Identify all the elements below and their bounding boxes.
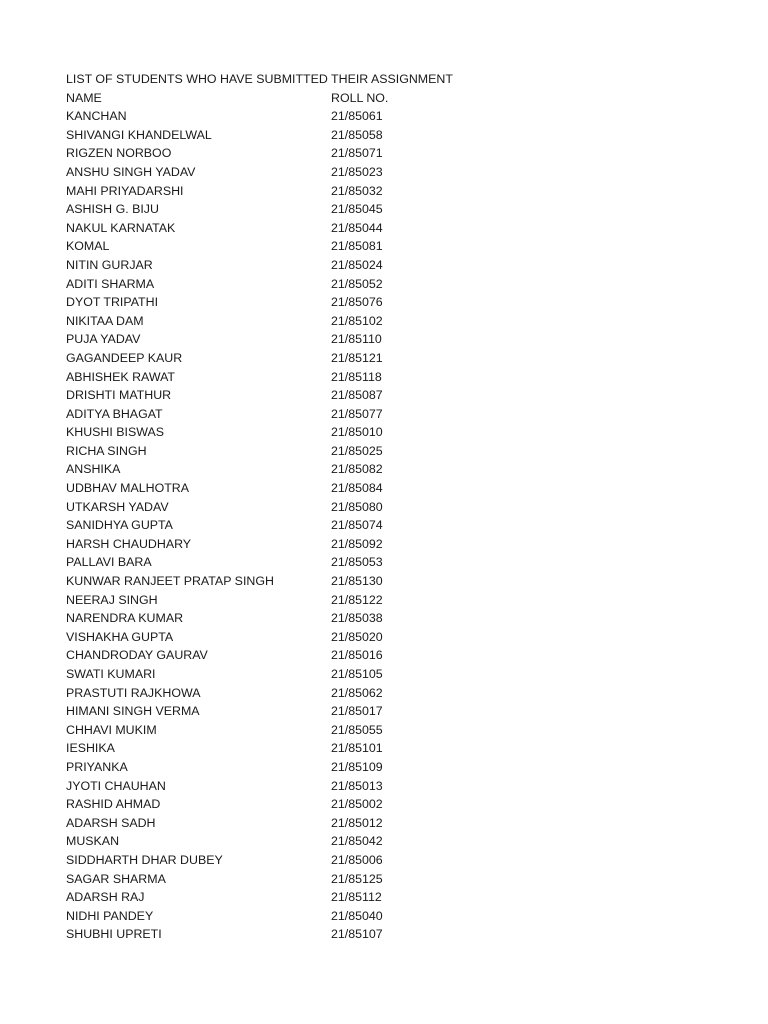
student-roll-number: 21/85109 (331, 759, 383, 774)
student-row (66, 237, 706, 256)
student-row (66, 851, 706, 870)
student-roll-number: 21/85052 (331, 276, 383, 291)
student-name: PALLAVI BARA (66, 555, 152, 570)
student-name: NITIN GURJAR (66, 257, 153, 272)
student-name: RIGZEN NORBOO (66, 146, 172, 161)
student-row (66, 405, 706, 424)
student-name: NAKUL KARNATAK (66, 220, 176, 235)
student-row (66, 460, 706, 479)
student-name: ADARSH SADH (66, 815, 156, 830)
student-row (66, 591, 706, 610)
student-roll-number: 21/85016 (331, 648, 383, 663)
student-name: ADITI SHARMA (66, 276, 155, 291)
document-title-row (66, 70, 706, 89)
student-row (66, 219, 706, 238)
student-name: PUJA YADAV (66, 332, 141, 347)
student-name: SWATI KUMARI (66, 667, 156, 681)
student-name: KHUSHI BISWAS (66, 425, 164, 440)
student-name: UDBHAV MALHOTRA (66, 481, 190, 496)
student-roll-number: 21/85062 (331, 685, 383, 700)
student-name: NIDHI PANDEY (66, 908, 154, 923)
student-row (66, 684, 706, 703)
student-name: UTKARSH YADAV (66, 499, 169, 514)
name-column-header: NAME (66, 90, 102, 105)
student-row (66, 368, 706, 387)
student-row (66, 572, 706, 591)
student-name: DYOT TRIPATHI (66, 295, 159, 310)
student-name: KANCHAN (66, 109, 127, 124)
student-row (66, 442, 706, 461)
student-row (66, 126, 706, 145)
student-roll-number: 21/85107 (331, 927, 383, 942)
student-name: NARENDRA KUMAR (66, 611, 184, 626)
student-roll-number: 21/85074 (331, 518, 383, 533)
student-roll-number: 21/85040 (331, 908, 383, 923)
student-roll-number: 21/85112 (331, 890, 382, 905)
student-roll-number: 21/85081 (331, 239, 383, 254)
student-row (66, 646, 706, 665)
student-name: MUSKAN (66, 834, 120, 849)
student-roll-number: 21/85055 (331, 722, 383, 737)
student-name: VISHAKHA GUPTA (66, 629, 174, 644)
student-name: IESHIKA (66, 741, 115, 756)
student-name: NEERAJ SINGH (66, 592, 158, 607)
student-roll-number: 21/85087 (331, 388, 383, 403)
student-roll-number: 21/85121 (331, 350, 383, 365)
student-name: DRISHTI MATHUR (66, 388, 172, 403)
student-name: NIKITAA DAM (66, 313, 144, 328)
student-roll-number: 21/85061 (331, 109, 383, 124)
student-roll-number: 21/85032 (331, 183, 383, 198)
student-roll-number: 21/85122 (331, 592, 383, 607)
student-row (66, 814, 706, 833)
student-name: CHANDRODAY GAURAV (66, 648, 208, 663)
student-roll-number: 21/85125 (331, 871, 383, 886)
student-row (66, 163, 706, 182)
student-row (66, 498, 706, 517)
student-rows (66, 107, 706, 944)
student-roll-number: 21/85012 (331, 815, 383, 830)
student-roll-number: 21/85020 (331, 629, 383, 644)
student-roll-number: 21/85102 (331, 313, 383, 328)
student-row (66, 609, 706, 628)
student-roll-number: 21/85023 (331, 164, 383, 179)
student-row (66, 535, 706, 554)
header-row (66, 89, 706, 108)
student-row (66, 758, 706, 777)
student-name: KUNWAR RANJEET PRATAP SINGH (66, 574, 274, 589)
student-list-document (66, 70, 706, 944)
student-row (66, 832, 706, 851)
student-roll-number: 21/85077 (331, 406, 383, 421)
student-row (66, 200, 706, 219)
student-roll-number: 21/85058 (331, 127, 383, 142)
student-roll-number: 21/85080 (331, 499, 383, 514)
student-name: MAHI PRIYADARSHI (66, 183, 184, 198)
student-row (66, 516, 706, 535)
student-roll-number: 21/85042 (331, 834, 383, 849)
student-roll-number: 21/85105 (331, 667, 383, 681)
student-row (66, 925, 706, 944)
student-row (66, 312, 706, 331)
student-row (66, 553, 706, 572)
document-title: LIST OF STUDENTS WHO HAVE SUBMITTED THEIR ASSIGNMENT (66, 72, 453, 86)
student-row (66, 665, 706, 684)
student-row (66, 479, 706, 498)
student-name: HARSH CHAUDHARY (66, 536, 192, 551)
student-name: ABHISHEK RAWAT (66, 369, 176, 384)
student-name: RASHID AHMAD (66, 797, 161, 812)
student-roll-number: 21/85010 (331, 425, 383, 440)
student-roll-number: 21/85044 (331, 220, 383, 235)
student-row (66, 144, 706, 163)
student-name: ASHISH G. BIJU (66, 202, 159, 217)
student-roll-number: 21/85130 (331, 574, 383, 589)
student-name: ANSHIKA (66, 462, 121, 477)
student-roll-number: 21/85038 (331, 611, 383, 626)
student-name: PRASTUTI RAJKHOWA (66, 685, 201, 700)
student-row (66, 888, 706, 907)
student-row (66, 107, 706, 126)
student-row (66, 628, 706, 647)
student-row (66, 907, 706, 926)
student-name: PRIYANKA (66, 759, 128, 774)
student-row (66, 702, 706, 721)
student-name: ANSHU SINGH YADAV (66, 164, 196, 179)
student-name: ADARSH RAJ (66, 890, 145, 905)
student-roll-number: 21/85002 (331, 797, 383, 812)
student-row (66, 870, 706, 889)
student-name: CHHAVI MUKIM (66, 722, 157, 737)
student-row (66, 386, 706, 405)
student-name: SHIVANGI KHANDELWAL (66, 127, 212, 142)
student-roll-number: 21/85082 (331, 462, 383, 477)
student-row (66, 349, 706, 368)
student-roll-number: 21/85092 (331, 536, 383, 551)
student-roll-number: 21/85118 (331, 369, 382, 384)
student-name: RICHA SINGH (66, 443, 147, 458)
student-row (66, 721, 706, 740)
student-row (66, 739, 706, 758)
student-row (66, 275, 706, 294)
student-roll-number: 21/85110 (331, 332, 382, 347)
student-name: GAGANDEEP KAUR (66, 350, 183, 365)
student-roll-number: 21/85024 (331, 257, 383, 272)
student-row (66, 293, 706, 312)
student-roll-number: 21/85076 (331, 295, 383, 310)
student-row (66, 777, 706, 796)
student-row (66, 256, 706, 275)
student-name: ADITYA BHAGAT (66, 406, 163, 421)
student-name: HIMANI SINGH VERMA (66, 704, 200, 719)
student-roll-number: 21/85017 (331, 704, 383, 719)
student-name: SHUBHI UPRETI (66, 927, 162, 942)
student-name: SIDDHARTH DHAR DUBEY (66, 852, 223, 867)
student-row (66, 182, 706, 201)
student-roll-number: 21/85045 (331, 202, 383, 217)
student-roll-number: 21/85013 (331, 778, 383, 793)
roll-column-header: ROLL NO. (331, 90, 389, 105)
student-row (66, 330, 706, 349)
student-roll-number: 21/85006 (331, 852, 383, 867)
student-name: SANIDHYA GUPTA (66, 518, 173, 533)
student-roll-number: 21/85084 (331, 481, 383, 496)
student-row (66, 423, 706, 442)
student-roll-number: 21/85071 (331, 146, 383, 161)
student-roll-number: 21/85025 (331, 443, 383, 458)
student-name: KOMAL (66, 239, 110, 254)
student-name: SAGAR SHARMA (66, 871, 166, 886)
student-name: JYOTI CHAUHAN (66, 778, 166, 793)
student-roll-number: 21/85101 (331, 741, 383, 756)
student-roll-number: 21/85053 (331, 555, 383, 570)
student-row (66, 795, 706, 814)
